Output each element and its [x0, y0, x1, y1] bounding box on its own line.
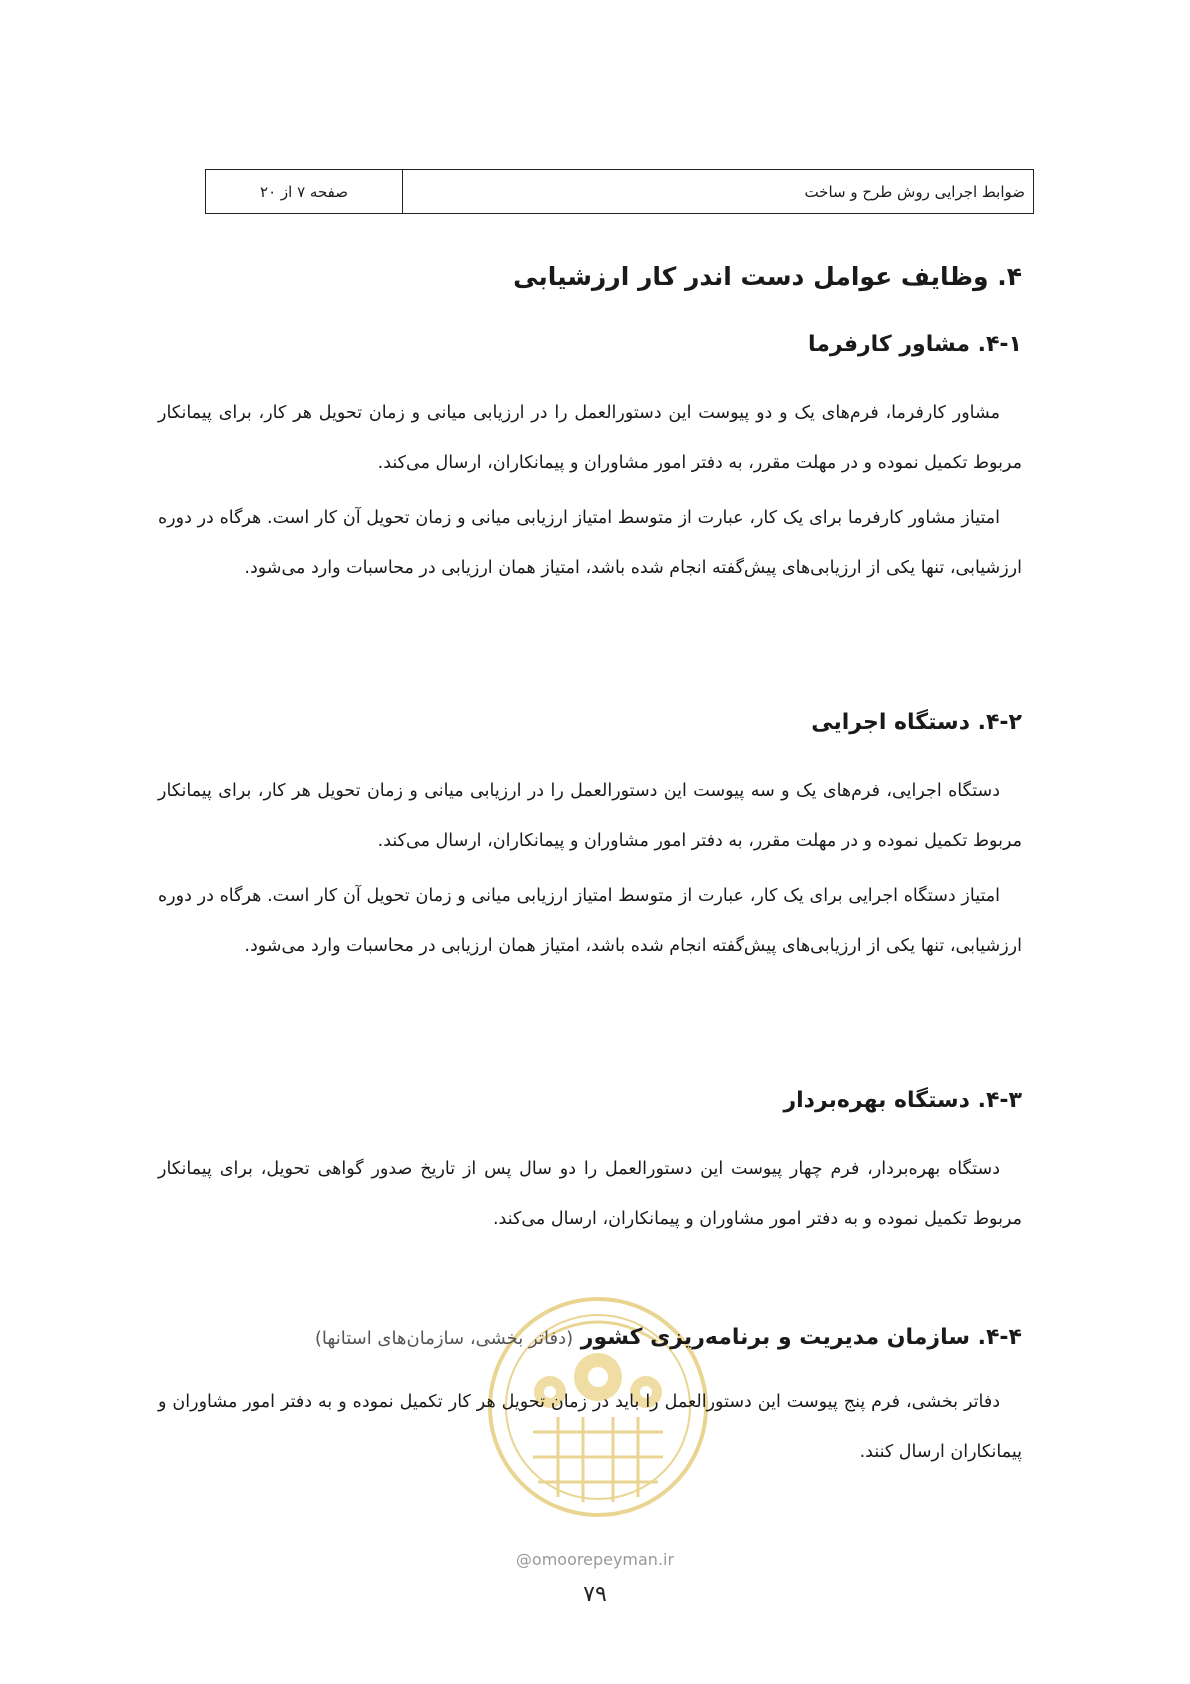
subsection-heading: ۴-۳. دستگاه بهره‌بردار — [783, 1088, 1022, 1113]
paragraph: دستگاه بهره‌بردار، فرم چهار پیوست این دستورالعمل را دو سال پس از تاریخ صدور گواهی تحویل، برای پیمانکار مربوط تکمیل نموده و به دفتر امور مشاوران و پیمانکاران، ارسال می‌کند. — [158, 1159, 1022, 1229]
page-info: صفحه ۷ از ۲۰ — [206, 170, 403, 213]
watermark-url: @omoorepeyman.ir — [515, 1550, 675, 1569]
subsection-heading: ۴-۱. مشاور کارفرما — [808, 332, 1022, 357]
page-header-table — [205, 169, 1034, 214]
document-title: ضوابط اجرایی روش طرح و ساخت — [804, 182, 1025, 201]
subsection-heading-note: (دفاتر بخشی، سازمان‌های استانها) — [314, 1328, 574, 1349]
page-number: ۷۹ — [583, 1582, 607, 1607]
paragraph: دفاتر بخشی، فرم پنج پیوست این دستورالعمل را باید در زمان تحویل هر کار تکمیل نموده و به دفتر امور مشاوران و پیمانکاران ارسال کنند. — [158, 1392, 1022, 1462]
paragraph: امتیاز دستگاه اجرایی برای یک کار، عبارت از متوسط امتیاز ارزیابی میانی و زمان تحویل آن کار است. هرگاه در دوره ارزشیابی، تنها یکی از ارزیابی‌های پیش‌گفته انجام شده باشد، امتیاز همان ارزیابی در محاسبات وارد می‌شود. — [158, 886, 1022, 956]
subsection-heading — [158, 1325, 1022, 1351]
section-heading: ۴. وظایف عوامل دست اندر کار ارزشیابی — [513, 262, 1022, 291]
subsection-heading: ۴-۲. دستگاه اجرایی — [811, 710, 1022, 735]
subsection-heading-text: ۴-۴. سازمان مدیریت و برنامه‌ریزی کشور — [580, 1325, 1022, 1350]
paragraph: مشاور کارفرما، فرم‌های یک و دو پیوست این دستورالعمل را در ارزیابی میانی و زمان تحویل هر کار، برای پیمانکار مربوط تکمیل نموده و در مهلت مقرر، به دفتر امور مشاوران و پیمانکاران، ارسال می‌کند. — [158, 403, 1022, 473]
paragraph: امتیاز مشاور کارفرما برای یک کار، عبارت از متوسط امتیاز ارزیابی میانی و زمان تحویل آن کار است. هرگاه در دوره ارزشیابی، تنها یکی از ارزیابی‌های پیش‌گفته انجام شده باشد، امتیاز همان ارزیابی در محاسبات وارد می‌شود. — [158, 508, 1022, 578]
paragraph: دستگاه اجرایی، فرم‌های یک و سه پیوست این دستورالعمل را در ارزیابی میانی و زمان تحویل هر کار، برای پیمانکار مربوط تکمیل نموده و در مهلت مقرر، به دفتر امور مشاوران و پیمانکاران، ارسال می‌کند. — [158, 781, 1022, 851]
